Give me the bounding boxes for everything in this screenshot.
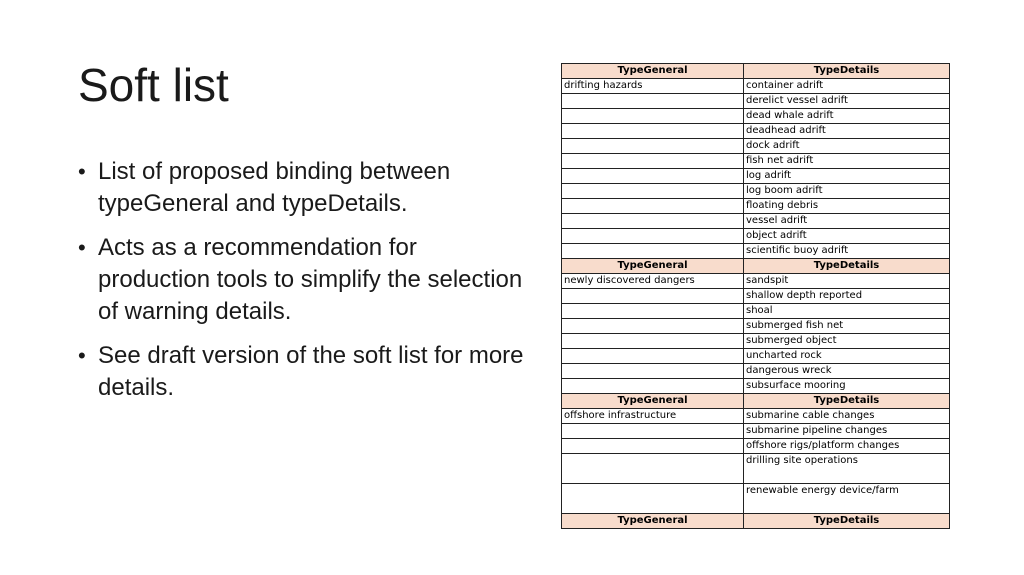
cell-typegeneral <box>562 289 744 304</box>
cell-typedetails: uncharted rock <box>744 349 950 364</box>
table-row <box>562 424 950 439</box>
bullet-item <box>78 156 528 220</box>
table-row <box>562 94 950 109</box>
cell-typegeneral <box>562 139 744 154</box>
cell-typegeneral <box>562 169 744 184</box>
table-row <box>562 289 950 304</box>
bullet-dot-icon: • <box>78 235 86 260</box>
header-typedetails: TypeDetails <box>744 514 950 529</box>
cell-typegeneral <box>562 199 744 214</box>
table-row <box>562 154 950 169</box>
cell-typedetails: subsurface mooring <box>744 379 950 394</box>
cell-typegeneral <box>562 109 744 124</box>
table-row <box>562 349 950 364</box>
bullet-dot-icon: • <box>78 159 86 184</box>
soft-list-table-body <box>562 64 950 529</box>
bullet-list <box>78 156 528 416</box>
slide-title: Soft list <box>78 59 229 111</box>
cell-typedetails: submarine pipeline changes <box>744 424 950 439</box>
cell-typedetails: submerged object <box>744 334 950 349</box>
cell-typedetails: offshore rigs/platform changes <box>744 439 950 454</box>
cell-typedetails: dead whale adrift <box>744 109 950 124</box>
cell-typegeneral <box>562 124 744 139</box>
header-typedetails: TypeDetails <box>744 394 950 409</box>
cell-typegeneral <box>562 184 744 199</box>
cell-typedetails: deadhead adrift <box>744 124 950 139</box>
header-typegeneral: TypeGeneral <box>562 394 744 409</box>
cell-typegeneral: offshore infrastructure <box>562 409 744 424</box>
cell-typegeneral: newly discovered dangers <box>562 274 744 289</box>
cell-typedetails: dock adrift <box>744 139 950 154</box>
header-typegeneral: TypeGeneral <box>562 514 744 529</box>
cell-typedetails: renewable energy device/farm <box>744 484 950 514</box>
cell-typegeneral <box>562 334 744 349</box>
cell-typedetails: log boom adrift <box>744 184 950 199</box>
cell-typegeneral <box>562 214 744 229</box>
header-typedetails: TypeDetails <box>744 259 950 274</box>
cell-typegeneral <box>562 229 744 244</box>
table-row <box>562 274 950 289</box>
cell-typedetails: fish net adrift <box>744 154 950 169</box>
table-row <box>562 124 950 139</box>
cell-typedetails: drilling site operations <box>744 454 950 484</box>
soft-list-table <box>561 63 950 529</box>
bullet-text: Acts as a recommendation for production tools to simplify the selection of warning details. <box>98 234 523 325</box>
table-row <box>562 439 950 454</box>
cell-typegeneral <box>562 439 744 454</box>
cell-typedetails: vessel adrift <box>744 214 950 229</box>
cell-typegeneral <box>562 484 744 514</box>
cell-typedetails: derelict vessel adrift <box>744 94 950 109</box>
table-row <box>562 379 950 394</box>
table-row <box>562 484 950 514</box>
cell-typedetails: object adrift <box>744 229 950 244</box>
soft-list-table-image <box>561 63 951 526</box>
header-typedetails: TypeDetails <box>744 64 950 79</box>
table-row <box>562 184 950 199</box>
table-row <box>562 364 950 379</box>
cell-typedetails: submerged fish net <box>744 319 950 334</box>
table-row <box>562 109 950 124</box>
cell-typegeneral <box>562 364 744 379</box>
table-row <box>562 319 950 334</box>
cell-typedetails: log adrift <box>744 169 950 184</box>
cell-typegeneral: drifting hazards <box>562 79 744 94</box>
table-row <box>562 139 950 154</box>
bullet-item <box>78 340 528 404</box>
cell-typegeneral <box>562 349 744 364</box>
table-row <box>562 199 950 214</box>
bullet-text: See draft version of the soft list for more details. <box>98 342 524 401</box>
cell-typegeneral <box>562 304 744 319</box>
table-row <box>562 214 950 229</box>
table-row <box>562 79 950 94</box>
cell-typedetails: sandspit <box>744 274 950 289</box>
table-row <box>562 244 950 259</box>
table-row <box>562 169 950 184</box>
table-row <box>562 409 950 424</box>
cell-typegeneral <box>562 454 744 484</box>
table-row <box>562 229 950 244</box>
cell-typedetails: submarine cable changes <box>744 409 950 424</box>
cell-typegeneral <box>562 154 744 169</box>
cell-typegeneral <box>562 94 744 109</box>
table-header-row <box>562 514 950 529</box>
header-typegeneral: TypeGeneral <box>562 64 744 79</box>
table-row <box>562 454 950 484</box>
cell-typegeneral <box>562 379 744 394</box>
table-header-row <box>562 259 950 274</box>
cell-typedetails: floating debris <box>744 199 950 214</box>
cell-typedetails: container adrift <box>744 79 950 94</box>
header-typegeneral: TypeGeneral <box>562 259 744 274</box>
cell-typedetails: dangerous wreck <box>744 364 950 379</box>
cell-typedetails: scientific buoy adrift <box>744 244 950 259</box>
table-row <box>562 304 950 319</box>
bullet-text: List of proposed binding between typeGeneral and typeDetails. <box>98 158 451 217</box>
cell-typegeneral <box>562 244 744 259</box>
table-header-row <box>562 64 950 79</box>
cell-typegeneral <box>562 319 744 334</box>
bullet-dot-icon: • <box>78 343 86 368</box>
cell-typegeneral <box>562 424 744 439</box>
table-row <box>562 334 950 349</box>
cell-typedetails: shoal <box>744 304 950 319</box>
table-header-row <box>562 394 950 409</box>
bullet-item <box>78 232 528 328</box>
cell-typedetails: shallow depth reported <box>744 289 950 304</box>
